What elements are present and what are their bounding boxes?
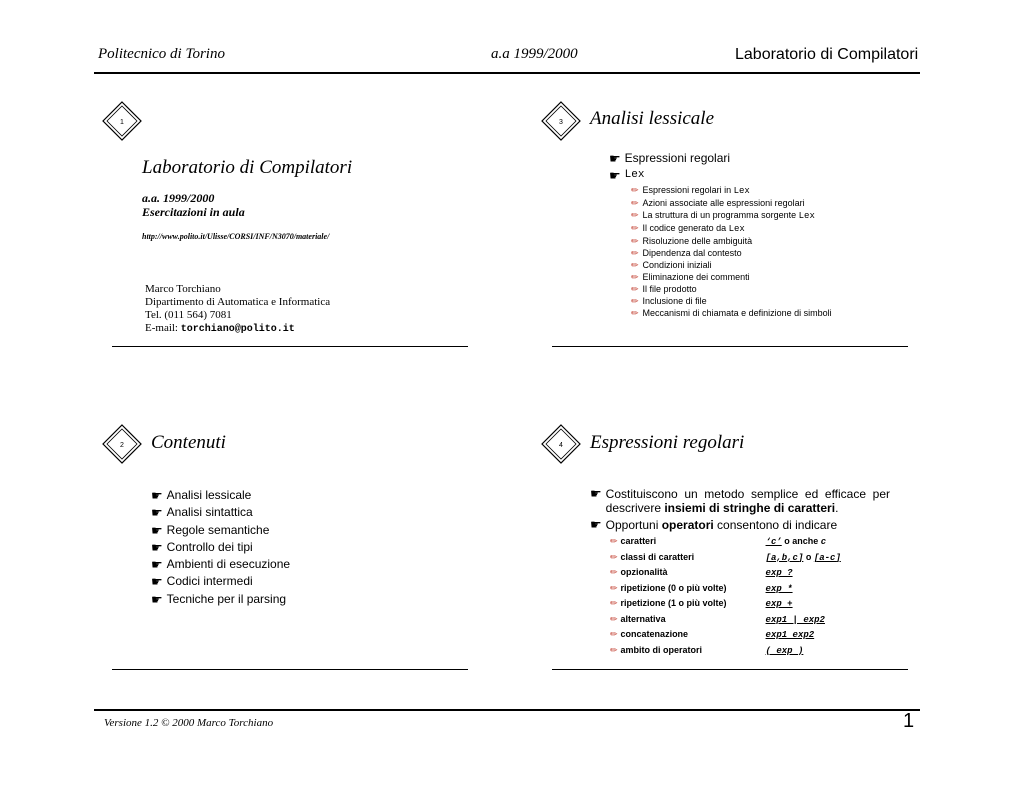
slide-3-sub-item [609,295,909,307]
slide-3-sub-item-text: Eliminazione dei commenti [642,272,750,282]
slide-4-operator-expression: exp1 exp2 [765,630,815,640]
slide-2-number: 2 [120,442,124,449]
slide-2-list-item [151,487,290,504]
pencil-icon: ✏ [631,185,639,195]
pointing-hand-icon: ☛ [609,168,621,183]
slide-3-sub-item [609,283,909,295]
slide-3-sub-item-text: Il codice generato da [642,223,729,233]
slide-4-operator-label: ripetizione (1 o più volte) [620,598,727,608]
slide-number-diamond-icon [102,424,142,464]
slide-1-rule [112,346,468,347]
pointing-hand-icon: ☛ [151,539,163,555]
slide-3-sub-item-text: Meccanismi di chiamata e definizione di simboli [642,308,832,318]
pencil-icon: ✏ [631,296,639,306]
slide-2-list-item [151,504,290,521]
pencil-icon: ✏ [610,582,618,593]
slide-2-list-item-label: Tecniche per il parsing [166,591,287,606]
footer-rule [94,709,920,711]
pointing-hand-icon: ☛ [151,574,163,590]
slide-4-rule [552,669,908,670]
slide-2-list-item [151,539,290,556]
slide-4-operator-expression: exp + [765,599,793,609]
slide-4-operators-table [610,534,844,658]
slide-3-sub-item [609,197,909,209]
pencil-icon: ✏ [610,567,618,577]
slide-number-diamond-icon [541,424,581,464]
pointing-hand-icon: ☛ [151,522,163,538]
slide-4-operator-expression: [a,b,c] o [a-c] [765,551,841,563]
header-rule [94,72,920,74]
slide-3-sub-item [609,184,909,197]
slide-3-sub-item [609,259,909,271]
slide-4-paragraph-2: Opportuni operatori consentono di indicare [605,518,838,532]
pencil-icon: ✏ [631,210,639,220]
slide-2-list-item-label: Analisi sintattica [166,505,253,520]
slide-3-sub-item-text: Risoluzione delle ambiguità [642,236,753,246]
slide-4-operator-label: classi di caratteri [620,551,695,562]
pencil-icon: ✏ [631,308,639,318]
slide-4-operator-row [610,612,844,628]
pointing-hand-icon: ☛ [590,486,602,501]
slide-1-subtitle-desc: Esercitazioni in aula [142,205,245,219]
pencil-icon: ✏ [610,644,618,655]
slide-2-list [151,487,290,608]
slide-3-sub-item [609,307,909,319]
slide-3-item-1: Espressioni regolari [624,151,731,165]
slide-3-sub-item-text: Condizioni iniziali [642,260,712,270]
footer-page-number: 1 [903,710,915,732]
pencil-icon: ✏ [610,629,618,639]
pointing-hand-icon: ☛ [151,488,163,503]
slide-1-subtitle-year: a.a. 1999/2000 [142,191,215,205]
slide-2-list-item-label: Analisi lessicale [166,488,252,502]
slide-2-list-item-label: Codici intermedi [166,574,253,589]
slide-1-number: 1 [120,119,124,126]
slide-4-number: 4 [559,442,563,449]
slide-2-list-item [151,556,290,573]
slide-number-diamond-icon [102,101,142,141]
slide-4-operator-expression: exp * [765,583,793,594]
slide-3-sub-item-code: Lex [733,186,750,196]
slide-4-operator-expression: exp1 | exp2 [765,614,825,625]
slide-4-title: Espressioni regolari [590,432,745,453]
slide-4-operator-row [610,596,844,612]
slide-2-list-item-label: Controllo dei tipi [166,539,253,554]
pencil-icon: ✏ [610,551,618,562]
slide-2-list-item-label: Ambienti di esecuzione [166,557,291,572]
slide-3-sub-item [609,222,909,235]
slide-1-email-label: E-mail: [145,322,181,334]
pointing-hand-icon: ☛ [151,557,163,573]
pointing-hand-icon: ☛ [151,505,163,521]
pointing-hand-icon: ☛ [590,517,602,532]
slide-4-operator-row [610,581,844,597]
slide-3-sub-item-text: Il file prodotto [642,284,697,294]
slide-4-paragraph-1: Costituiscono un metodo semplice ed efficace per descrivere insiemi di stringhe di caratteri. [605,487,890,515]
pencil-icon: ✏ [610,598,618,608]
slide-3-sublist [609,184,909,319]
slide-3-sub-item [609,247,909,259]
slide-1-title: Laboratorio di Compilatori [142,157,353,178]
slide-4-operator-row [610,643,844,659]
slide-3-sub-item [609,209,909,222]
slide-4-operator-label: ambito di operatori [620,644,703,655]
slide-2-list-item-label: Regole semantiche [166,522,270,537]
header-course: Laboratorio di Compilatori [735,46,919,63]
slide-3-sub-item-text: Azioni associate alle espressioni regolari [642,198,805,208]
slide-1-author: Marco Torchiano [145,283,221,295]
header-institution: Politecnico di Torino [98,46,225,62]
slide-3-sub-item [609,235,909,247]
slide-4-operator-label: ripetizione (0 o più volte) [620,582,727,593]
header-academic-year: a.a 1999/2000 [491,46,578,62]
pencil-icon: ✏ [631,284,639,294]
slide-4-operator-expression: ( exp ) [765,645,804,656]
slide-number-diamond-icon [541,101,581,141]
slide-4-operator-row [610,627,844,643]
slide-1-email: torchiano@polito.it [180,324,295,335]
pencil-icon: ✏ [631,248,639,258]
footer-version: Versione 1.2 © 2000 Marco Torchiano [104,717,274,729]
slide-4-operator-row [610,550,844,566]
slide-1-department: Dipartimento di Automatica e Informatica [145,296,331,308]
pencil-icon: ✏ [610,536,618,546]
slide-3-rule [552,346,908,347]
slide-3-sub-item-text: Espressioni regolari in [642,185,734,195]
slide-3-sub-item-text: La struttura di un programma sorgente [642,210,799,220]
pencil-icon: ✏ [631,272,639,282]
slide-3-title: Analisi lessicale [590,108,715,129]
slide-2-list-item [151,591,290,608]
slide-3-sub-item-text: Inclusione di file [642,296,707,306]
slide-4-operator-label: concatenazione [620,629,689,639]
pencil-icon: ✏ [631,223,639,233]
pencil-icon: ✏ [610,613,618,624]
slide-1-tel: Tel. (011 564) 7081 [145,309,232,321]
slide-2-list-item [151,573,290,590]
pointing-hand-icon: ☛ [609,151,621,166]
pencil-icon: ✏ [631,198,639,208]
slide-4-operator-row [610,534,844,550]
slide-3-number: 3 [559,119,563,126]
slide-2-list-item [151,522,290,539]
slide-4-operator-label: caratteri [620,536,657,546]
slide-4-operator-expression: exp ? [765,568,793,578]
slide-3-sub-item [609,271,909,283]
slide-2-title: Contenuti [151,432,226,453]
slide-3-sub-item-code: Lex [728,224,745,234]
slide-2-rule [112,669,468,670]
slide-4-operator-label: opzionalità [620,567,668,577]
slide-3-item-2: Lex [624,169,645,181]
pencil-icon: ✏ [631,236,639,246]
pointing-hand-icon: ☛ [151,591,163,607]
slide-4-operator-row [610,565,844,581]
slide-3-sub-item-text: Dipendenza dal contesto [642,248,742,258]
slide-1-url: http://www.polito.it/Ulisse/CORSI/INF/N3070/materiale/ [142,232,330,241]
pencil-icon: ✏ [631,260,639,270]
slide-4-operator-label: alternativa [620,613,666,624]
slide-4-operator-expression: ‘c’ o anche c [765,536,827,547]
slide-3-sub-item-code: Lex [798,211,815,221]
